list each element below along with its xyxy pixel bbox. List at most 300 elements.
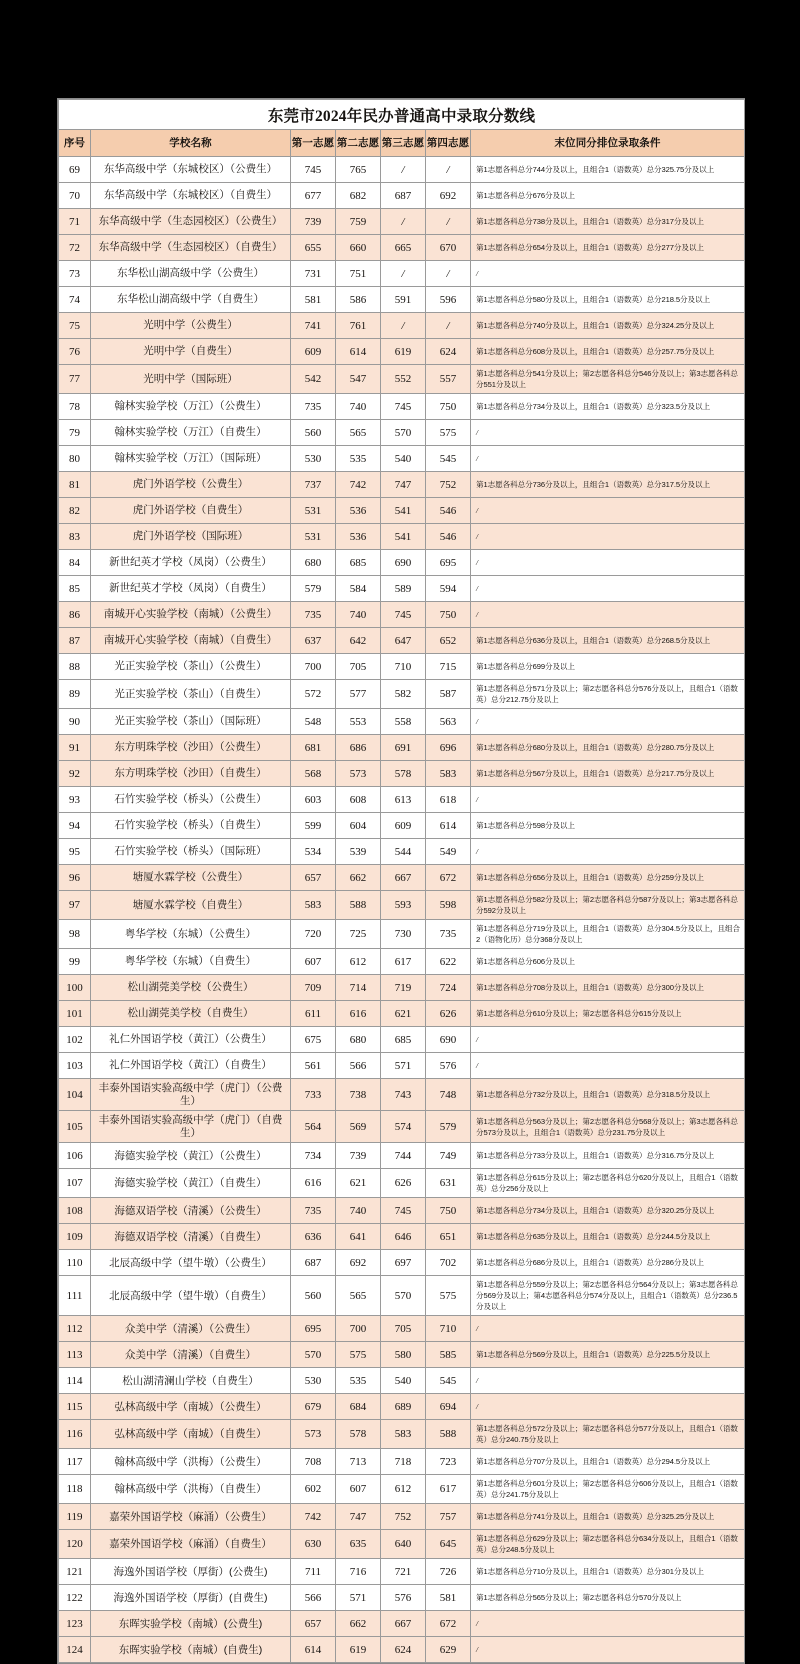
score-choice-3: 570 [381, 1276, 426, 1316]
tiebreak-condition: / [471, 261, 745, 287]
score-choice-1: 711 [291, 1559, 336, 1585]
score-choice-4: 583 [426, 761, 471, 787]
table-row [59, 1250, 745, 1276]
school-name: 海德实验学校（黄江）（公费生） [91, 1143, 291, 1169]
score-choice-1: 530 [291, 446, 336, 472]
school-name: 松山湖莞美学校（公费生） [91, 975, 291, 1001]
school-name: 北辰高级中学（望牛墩）（自费生） [91, 1276, 291, 1316]
score-choice-3: 624 [381, 1637, 426, 1663]
table-row [59, 1079, 745, 1111]
score-choice-2: 614 [336, 339, 381, 365]
score-choice-2: 682 [336, 183, 381, 209]
row-index: 88 [59, 654, 91, 680]
tiebreak-condition: / [471, 1027, 745, 1053]
score-choice-4: 695 [426, 550, 471, 576]
table-row [59, 1504, 745, 1530]
score-choice-2: 684 [336, 1394, 381, 1420]
table-row [59, 1611, 745, 1637]
score-choice-1: 636 [291, 1224, 336, 1250]
score-choice-3: / [381, 157, 426, 183]
title-row [59, 100, 745, 130]
score-choice-4: 598 [426, 891, 471, 920]
school-name: 东晖实验学校（南城）(自费生) [91, 1637, 291, 1663]
score-choice-1: 679 [291, 1394, 336, 1420]
score-choice-3: 571 [381, 1053, 426, 1079]
row-index: 95 [59, 839, 91, 865]
table-row [59, 709, 745, 735]
tiebreak-condition: 第1志愿各科总分741分及以上，且组合1（语数英）总分325.25分及以上 [471, 1504, 745, 1530]
tiebreak-condition: 第1志愿各科总分733分及以上，且组合1（语数英）总分316.75分及以上 [471, 1143, 745, 1169]
tiebreak-condition: 第1志愿各科总分676分及以上 [471, 183, 745, 209]
score-choice-3: 612 [381, 1475, 426, 1504]
row-index: 77 [59, 365, 91, 394]
school-name: 东晖实验学校（南城）(公费生) [91, 1611, 291, 1637]
tiebreak-condition: 第1志愿各科总分732分及以上，且组合1（语数英）总分318.5分及以上 [471, 1079, 745, 1111]
score-choice-4: 651 [426, 1224, 471, 1250]
score-choice-3: 541 [381, 498, 426, 524]
tiebreak-condition: 第1志愿各科总分606分及以上 [471, 949, 745, 975]
table-row [59, 680, 745, 709]
row-index: 69 [59, 157, 91, 183]
school-name: 石竹实验学校（桥头）（国际班） [91, 839, 291, 865]
score-choice-3: 589 [381, 576, 426, 602]
school-name: 嘉荣外国语学校（麻涌）（自费生） [91, 1530, 291, 1559]
school-name: 东方明珠学校（沙田）（公费生） [91, 735, 291, 761]
tiebreak-condition: 第1志愿各科总分707分及以上，且组合1（语数英）总分294.5分及以上 [471, 1449, 745, 1475]
school-name: 东华高级中学（生态园校区）（公费生） [91, 209, 291, 235]
tiebreak-condition: / [471, 1637, 745, 1663]
score-choice-1: 687 [291, 1250, 336, 1276]
tiebreak-condition: 第1志愿各科总分567分及以上，且组合1（语数英）总分217.75分及以上 [471, 761, 745, 787]
tiebreak-condition: 第1志愿各科总分738分及以上，且组合1（语数英）总分317分及以上 [471, 209, 745, 235]
tiebreak-condition: / [471, 787, 745, 813]
score-choice-2: 662 [336, 1611, 381, 1637]
row-index: 85 [59, 576, 91, 602]
row-index: 124 [59, 1637, 91, 1663]
school-name: 海逸外国语学校（厚街）(公费生) [91, 1559, 291, 1585]
tiebreak-condition: 第1志愿各科总分736分及以上，且组合1（语数英）总分317.5分及以上 [471, 472, 745, 498]
score-choice-1: 739 [291, 209, 336, 235]
table-row [59, 975, 745, 1001]
score-choice-2: 608 [336, 787, 381, 813]
tiebreak-condition: / [471, 420, 745, 446]
score-choice-4: 581 [426, 1585, 471, 1611]
column-header-index: 序号 [59, 130, 91, 157]
row-index: 104 [59, 1079, 91, 1111]
row-index: 81 [59, 472, 91, 498]
score-choice-2: 747 [336, 1504, 381, 1530]
tiebreak-condition: 第1志愿各科总分699分及以上 [471, 654, 745, 680]
score-choice-3: 544 [381, 839, 426, 865]
tiebreak-condition: 第1志愿各科总分615分及以上；第2志愿各科总分620分及以上，且组合1（语数英）总分256分及以上 [471, 1169, 745, 1198]
score-choice-3: 582 [381, 680, 426, 709]
tiebreak-condition: / [471, 1368, 745, 1394]
score-choice-3: 626 [381, 1169, 426, 1198]
score-choice-1: 681 [291, 735, 336, 761]
score-choice-4: 748 [426, 1079, 471, 1111]
table-row [59, 183, 745, 209]
score-choice-4: 579 [426, 1111, 471, 1143]
score-choice-3: 745 [381, 602, 426, 628]
score-choice-4: 624 [426, 339, 471, 365]
row-index: 74 [59, 287, 91, 313]
score-choice-2: 660 [336, 235, 381, 261]
table-row [59, 498, 745, 524]
score-choice-2: 716 [336, 1559, 381, 1585]
row-index: 111 [59, 1276, 91, 1316]
score-choice-4: 750 [426, 602, 471, 628]
score-choice-1: 564 [291, 1111, 336, 1143]
table-row [59, 761, 745, 787]
row-index: 100 [59, 975, 91, 1001]
score-choice-4: 631 [426, 1169, 471, 1198]
score-choice-4: 723 [426, 1449, 471, 1475]
row-index: 103 [59, 1053, 91, 1079]
table-row [59, 1276, 745, 1316]
tiebreak-condition: 第1志愿各科总分708分及以上，且组合1（语数英）总分300分及以上 [471, 975, 745, 1001]
table-row [59, 339, 745, 365]
score-choice-2: 577 [336, 680, 381, 709]
score-choice-1: 530 [291, 1368, 336, 1394]
tiebreak-condition: / [471, 498, 745, 524]
school-name: 虎门外语学校（公费生） [91, 472, 291, 498]
score-choice-3: 646 [381, 1224, 426, 1250]
score-choice-3: 747 [381, 472, 426, 498]
score-choice-4: 575 [426, 1276, 471, 1316]
score-choice-1: 655 [291, 235, 336, 261]
score-choice-4: 726 [426, 1559, 471, 1585]
score-choice-3: 689 [381, 1394, 426, 1420]
school-name: 粤华学校（东城）（公费生） [91, 920, 291, 949]
score-choice-1: 602 [291, 1475, 336, 1504]
score-choice-2: 584 [336, 576, 381, 602]
score-choice-1: 657 [291, 865, 336, 891]
score-choice-2: 571 [336, 1585, 381, 1611]
score-choice-1: 737 [291, 472, 336, 498]
row-index: 96 [59, 865, 91, 891]
school-name: 南城开心实验学校（南城）（自费生） [91, 628, 291, 654]
school-name: 石竹实验学校（桥头）（自费生） [91, 813, 291, 839]
school-name: 礼仁外国语学校（黄江）（自费生） [91, 1053, 291, 1079]
table-row [59, 949, 745, 975]
score-choice-3: 570 [381, 420, 426, 446]
score-choice-1: 607 [291, 949, 336, 975]
tiebreak-condition: 第1志愿各科总分734分及以上，且组合1（语数英）总分323.5分及以上 [471, 394, 745, 420]
tiebreak-condition: 第1志愿各科总分744分及以上，且组合1（语数英）总分325.75分及以上 [471, 157, 745, 183]
score-choice-2: 740 [336, 1198, 381, 1224]
score-choice-4: 715 [426, 654, 471, 680]
row-index: 78 [59, 394, 91, 420]
school-name: 塘厦水霖学校（公费生） [91, 865, 291, 891]
score-choice-3: 721 [381, 1559, 426, 1585]
score-choice-2: 662 [336, 865, 381, 891]
school-name: 松山湖莞美学校（自费生） [91, 1001, 291, 1027]
score-choice-3: 697 [381, 1250, 426, 1276]
school-name: 东华高级中学（东城校区）（公费生） [91, 157, 291, 183]
score-choice-1: 561 [291, 1053, 336, 1079]
score-choice-3: 613 [381, 787, 426, 813]
row-index: 122 [59, 1585, 91, 1611]
score-choice-2: 705 [336, 654, 381, 680]
score-choice-2: 588 [336, 891, 381, 920]
row-index: 123 [59, 1611, 91, 1637]
score-choice-1: 742 [291, 1504, 336, 1530]
row-index: 109 [59, 1224, 91, 1250]
table-row [59, 1475, 745, 1504]
tiebreak-condition: 第1志愿各科总分610分及以上；第2志愿各科总分615分及以上 [471, 1001, 745, 1027]
school-name: 石竹实验学校（桥头）（公费生） [91, 787, 291, 813]
score-choice-4: 672 [426, 1611, 471, 1637]
tiebreak-condition: / [471, 550, 745, 576]
score-choice-1: 566 [291, 1585, 336, 1611]
school-name: 光正实验学校（茶山）（自费生） [91, 680, 291, 709]
tiebreak-condition: / [471, 1394, 745, 1420]
score-choice-4: / [426, 313, 471, 339]
score-choice-1: 735 [291, 394, 336, 420]
school-name: 东方明珠学校（沙田）（自费生） [91, 761, 291, 787]
score-choice-4: 626 [426, 1001, 471, 1027]
tiebreak-condition: 第1志愿各科总分571分及以上；第2志愿各科总分576分及以上，且组合1（语数英）总分212.75分及以上 [471, 680, 745, 709]
row-index: 107 [59, 1169, 91, 1198]
row-index: 108 [59, 1198, 91, 1224]
row-index: 110 [59, 1250, 91, 1276]
table-row [59, 787, 745, 813]
table-row [59, 420, 745, 446]
column-header-tiebreak-condition: 末位同分排位录取条件 [471, 130, 745, 157]
score-choice-4: 563 [426, 709, 471, 735]
score-choice-3: 744 [381, 1143, 426, 1169]
score-choice-4: 757 [426, 1504, 471, 1530]
score-choice-3: 558 [381, 709, 426, 735]
row-index: 115 [59, 1394, 91, 1420]
score-choice-2: 535 [336, 1368, 381, 1394]
school-name: 东华松山湖高级中学（公费生） [91, 261, 291, 287]
row-index: 120 [59, 1530, 91, 1559]
row-index: 91 [59, 735, 91, 761]
score-choice-1: 614 [291, 1637, 336, 1663]
score-choice-3: 647 [381, 628, 426, 654]
school-name: 翰林实验学校（万江）（自费生） [91, 420, 291, 446]
tiebreak-condition: 第1志愿各科总分572分及以上；第2志愿各科总分577分及以上，且组合1（语数英）总分240.75分及以上 [471, 1420, 745, 1449]
score-choice-1: 675 [291, 1027, 336, 1053]
column-header-choice-1: 第一志愿 [291, 130, 336, 157]
table-row [59, 839, 745, 865]
score-choice-2: 536 [336, 498, 381, 524]
row-index: 79 [59, 420, 91, 446]
score-choice-1: 700 [291, 654, 336, 680]
row-index: 75 [59, 313, 91, 339]
score-choice-1: 531 [291, 524, 336, 550]
score-choice-3: 617 [381, 949, 426, 975]
row-index: 76 [59, 339, 91, 365]
score-choice-3: 691 [381, 735, 426, 761]
score-choice-1: 677 [291, 183, 336, 209]
tiebreak-condition: 第1志愿各科总分636分及以上，且组合1（语数英）总分268.5分及以上 [471, 628, 745, 654]
table-row [59, 891, 745, 920]
row-index: 117 [59, 1449, 91, 1475]
school-name: 众美中学（清溪）（公费生） [91, 1316, 291, 1342]
row-index: 86 [59, 602, 91, 628]
table-row [59, 602, 745, 628]
table-row [59, 157, 745, 183]
score-choice-4: 749 [426, 1143, 471, 1169]
score-choice-2: 725 [336, 920, 381, 949]
score-choice-4: 588 [426, 1420, 471, 1449]
score-choice-3: 745 [381, 1198, 426, 1224]
score-choice-3: 719 [381, 975, 426, 1001]
score-choice-3: 665 [381, 235, 426, 261]
table-row [59, 654, 745, 680]
column-header-row [59, 130, 745, 157]
score-choice-2: 573 [336, 761, 381, 787]
score-choice-4: 546 [426, 524, 471, 550]
score-choice-3: 710 [381, 654, 426, 680]
score-choice-1: 735 [291, 602, 336, 628]
school-name: 南城开心实验学校（南城）（公费生） [91, 602, 291, 628]
score-choice-1: 611 [291, 1001, 336, 1027]
score-choice-1: 548 [291, 709, 336, 735]
score-choice-4: 696 [426, 735, 471, 761]
column-header-choice-4: 第四志愿 [426, 130, 471, 157]
school-name: 众美中学（清溪）（自费生） [91, 1342, 291, 1368]
score-choice-2: 700 [336, 1316, 381, 1342]
score-choice-3: 591 [381, 287, 426, 313]
tiebreak-condition: 第1志愿各科总分598分及以上 [471, 813, 745, 839]
score-choice-3: 745 [381, 394, 426, 420]
score-choice-4: 672 [426, 865, 471, 891]
score-choice-3: 541 [381, 524, 426, 550]
tiebreak-condition: 第1志愿各科总分601分及以上；第2志愿各科总分606分及以上，且组合1（语数英）总分241.75分及以上 [471, 1475, 745, 1504]
school-name: 新世纪英才学校（凤岗）（自费生） [91, 576, 291, 602]
score-choice-4: 585 [426, 1342, 471, 1368]
score-choice-3: / [381, 261, 426, 287]
school-name: 光正实验学校（茶山）（公费生） [91, 654, 291, 680]
score-choice-4: 692 [426, 183, 471, 209]
score-choice-4: 750 [426, 1198, 471, 1224]
score-choice-2: 565 [336, 1276, 381, 1316]
score-choice-1: 542 [291, 365, 336, 394]
table-row [59, 287, 745, 313]
score-choice-3: 743 [381, 1079, 426, 1111]
score-choice-3: 576 [381, 1585, 426, 1611]
row-index: 116 [59, 1420, 91, 1449]
table-row [59, 1342, 745, 1368]
score-choice-1: 568 [291, 761, 336, 787]
score-choice-3: 640 [381, 1530, 426, 1559]
table-row [59, 313, 745, 339]
row-index: 92 [59, 761, 91, 787]
table-row [59, 1143, 745, 1169]
table-row [59, 1449, 745, 1475]
table-row [59, 446, 745, 472]
row-index: 71 [59, 209, 91, 235]
score-choice-1: 741 [291, 313, 336, 339]
row-index: 82 [59, 498, 91, 524]
score-choice-1: 599 [291, 813, 336, 839]
table-row [59, 365, 745, 394]
table-row [59, 735, 745, 761]
score-choice-1: 616 [291, 1169, 336, 1198]
tiebreak-condition: 第1志愿各科总分563分及以上；第2志愿各科总分568分及以上；第3志愿各科总分573分及以上，且组合1（语数英）总分231.75分及以上 [471, 1111, 745, 1143]
school-name: 东华高级中学（生态园校区）（自费生） [91, 235, 291, 261]
tiebreak-condition: / [471, 576, 745, 602]
row-index: 97 [59, 891, 91, 920]
score-choice-4: 594 [426, 576, 471, 602]
score-choice-1: 560 [291, 420, 336, 446]
table-row [59, 1027, 745, 1053]
score-choice-2: 740 [336, 602, 381, 628]
score-choice-4: 614 [426, 813, 471, 839]
score-choice-2: 575 [336, 1342, 381, 1368]
score-choice-1: 745 [291, 157, 336, 183]
score-choice-2: 641 [336, 1224, 381, 1250]
table-row [59, 1053, 745, 1079]
score-choice-1: 637 [291, 628, 336, 654]
score-choice-2: 635 [336, 1530, 381, 1559]
score-choice-3: 621 [381, 1001, 426, 1027]
school-name: 翰林实验学校（万江）（公费生） [91, 394, 291, 420]
school-name: 新世纪英才学校（凤岗）（公费生） [91, 550, 291, 576]
tiebreak-condition: / [471, 1053, 745, 1079]
tiebreak-condition: 第1志愿各科总分656分及以上，且组合1（语数英）总分259分及以上 [471, 865, 745, 891]
score-choice-2: 686 [336, 735, 381, 761]
score-choice-1: 733 [291, 1079, 336, 1111]
table-row [59, 524, 745, 550]
score-choice-2: 616 [336, 1001, 381, 1027]
tiebreak-condition: 第1志愿各科总分710分及以上，且组合1（语数英）总分301分及以上 [471, 1559, 745, 1585]
tiebreak-condition: 第1志愿各科总分608分及以上，且组合1（语数英）总分257.75分及以上 [471, 339, 745, 365]
row-index: 105 [59, 1111, 91, 1143]
score-choice-4: 724 [426, 975, 471, 1001]
score-choice-1: 708 [291, 1449, 336, 1475]
score-choice-4: 576 [426, 1053, 471, 1079]
table-row [59, 865, 745, 891]
tiebreak-condition: / [471, 839, 745, 865]
school-name: 弘林高级中学（南城）（自费生） [91, 1420, 291, 1449]
score-choice-1: 534 [291, 839, 336, 865]
school-name: 光明中学（公费生） [91, 313, 291, 339]
score-choice-1: 734 [291, 1143, 336, 1169]
score-choice-1: 572 [291, 680, 336, 709]
score-choice-2: 751 [336, 261, 381, 287]
row-index: 113 [59, 1342, 91, 1368]
score-choice-4: 596 [426, 287, 471, 313]
score-choice-2: 536 [336, 524, 381, 550]
score-choice-3: 685 [381, 1027, 426, 1053]
score-choice-2: 621 [336, 1169, 381, 1198]
score-choice-4: 750 [426, 394, 471, 420]
column-header-school-name: 学校名称 [91, 130, 291, 157]
score-choice-3: 552 [381, 365, 426, 394]
score-choice-2: 578 [336, 1420, 381, 1449]
score-choice-3: 667 [381, 865, 426, 891]
score-choice-3: 540 [381, 1368, 426, 1394]
table-row [59, 261, 745, 287]
table-row [59, 209, 745, 235]
tiebreak-condition: / [471, 709, 745, 735]
score-choice-3: 752 [381, 1504, 426, 1530]
school-name: 塘厦水霖学校（自费生） [91, 891, 291, 920]
row-index: 119 [59, 1504, 91, 1530]
score-choice-4: / [426, 261, 471, 287]
score-choice-2: 539 [336, 839, 381, 865]
school-name: 光明中学（国际班） [91, 365, 291, 394]
row-index: 80 [59, 446, 91, 472]
table-row [59, 1368, 745, 1394]
score-choice-2: 586 [336, 287, 381, 313]
table-row [59, 1637, 745, 1663]
score-choice-4: 670 [426, 235, 471, 261]
